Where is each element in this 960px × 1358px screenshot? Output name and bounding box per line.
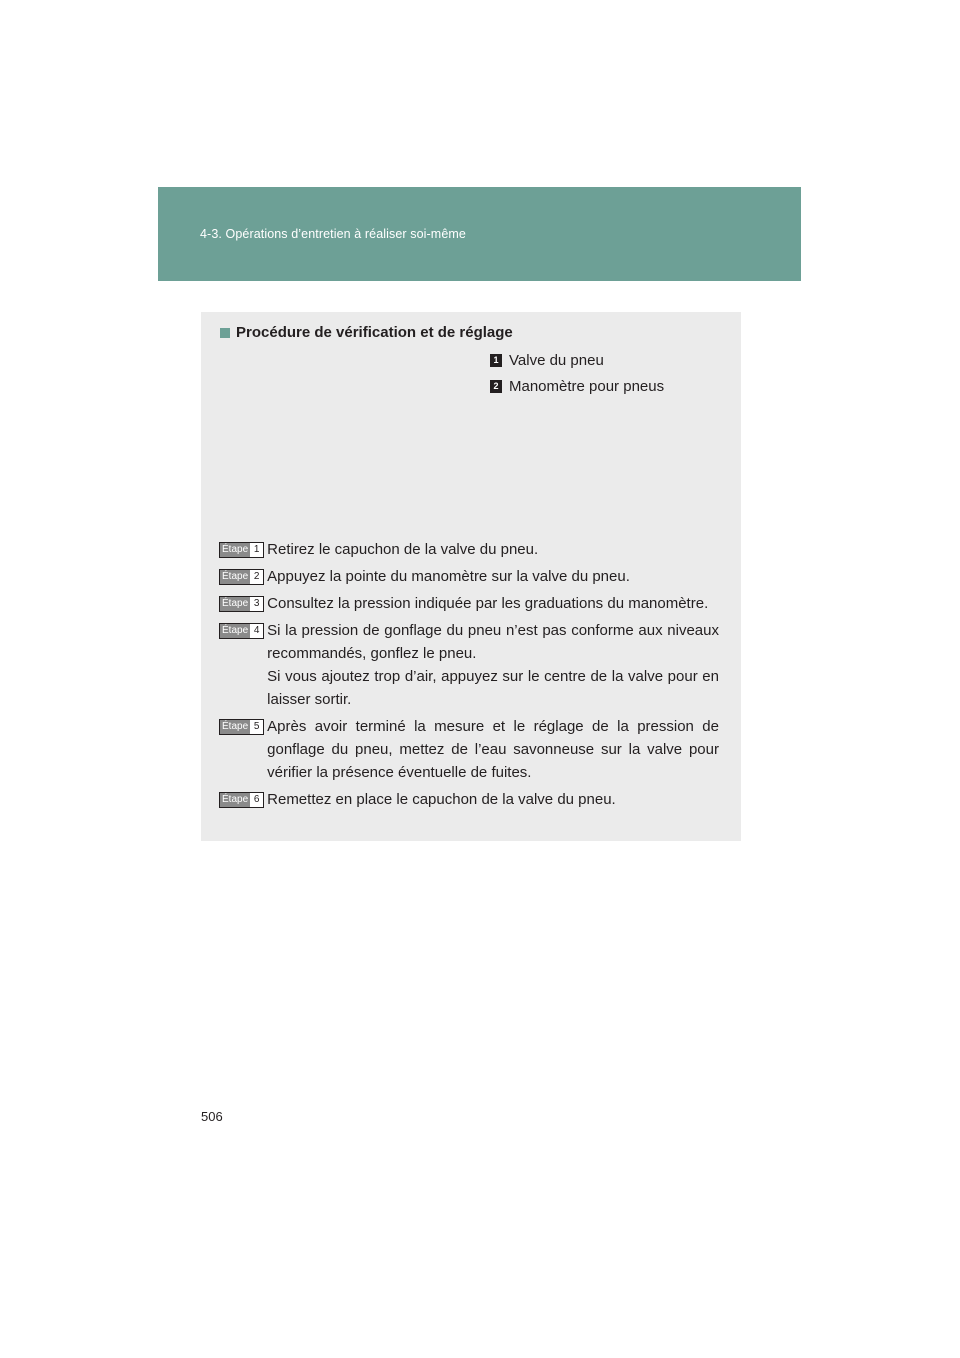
legend-number-1-icon: 1 [490,354,502,367]
legend-number-2-icon: 2 [490,380,502,393]
step-text: Appuyez la pointe du manomètre sur la valve du pneu. [267,568,630,585]
procedure-panel [201,312,741,841]
step-paragraph: Si la pression de gonflage du pneu n’est pas conforme aux niveaux recommandés, gonflez le pneu. [267,622,719,662]
step-badge: Étape 6 [219,792,264,808]
legend-item-gauge [490,378,664,395]
section-title: Procédure de vérification et de réglage [236,324,513,341]
step-1 [219,538,719,561]
legend-item-valve [490,352,604,369]
step-text: Après avoir terminé la mesure et le réglage de la pression de gonflage du pneu, mettez de l’eau savonneuse sur la valve pour vérifier la présence éventuelle de fuites. [267,718,719,781]
step-badge: Étape 4 [219,623,264,639]
step-badge: Étape 1 [219,542,264,558]
square-bullet-icon [220,328,230,338]
step-badge: Étape 3 [219,596,264,612]
step-text: Retirez le capuchon de la valve du pneu. [267,541,539,558]
step-badge: Étape 2 [219,569,264,585]
page-number: 506 [201,1109,223,1124]
chapter-title: 4-3. Opérations d’entretien à réaliser soi-même [200,227,466,241]
chapter-header [158,187,801,281]
step-3 [219,592,719,615]
step-badge: Étape 5 [219,719,264,735]
step-list [219,538,719,815]
step-text [267,619,719,711]
legend-label: Valve du pneu [509,352,604,369]
step-4 [219,619,719,711]
step-2 [219,565,719,588]
legend-label: Manomètre pour pneus [509,378,665,395]
section-heading [220,324,513,341]
step-text: Consultez la pression indiquée par les graduations du manomètre. [267,595,709,612]
step-paragraph: Si vous ajoutez trop d’air, appuyez sur le centre de la valve pour en laisser sortir. [267,668,719,708]
step-text: Remettez en place le capuchon de la valve du pneu. [267,791,616,808]
step-5 [219,715,719,784]
step-6 [219,788,719,811]
